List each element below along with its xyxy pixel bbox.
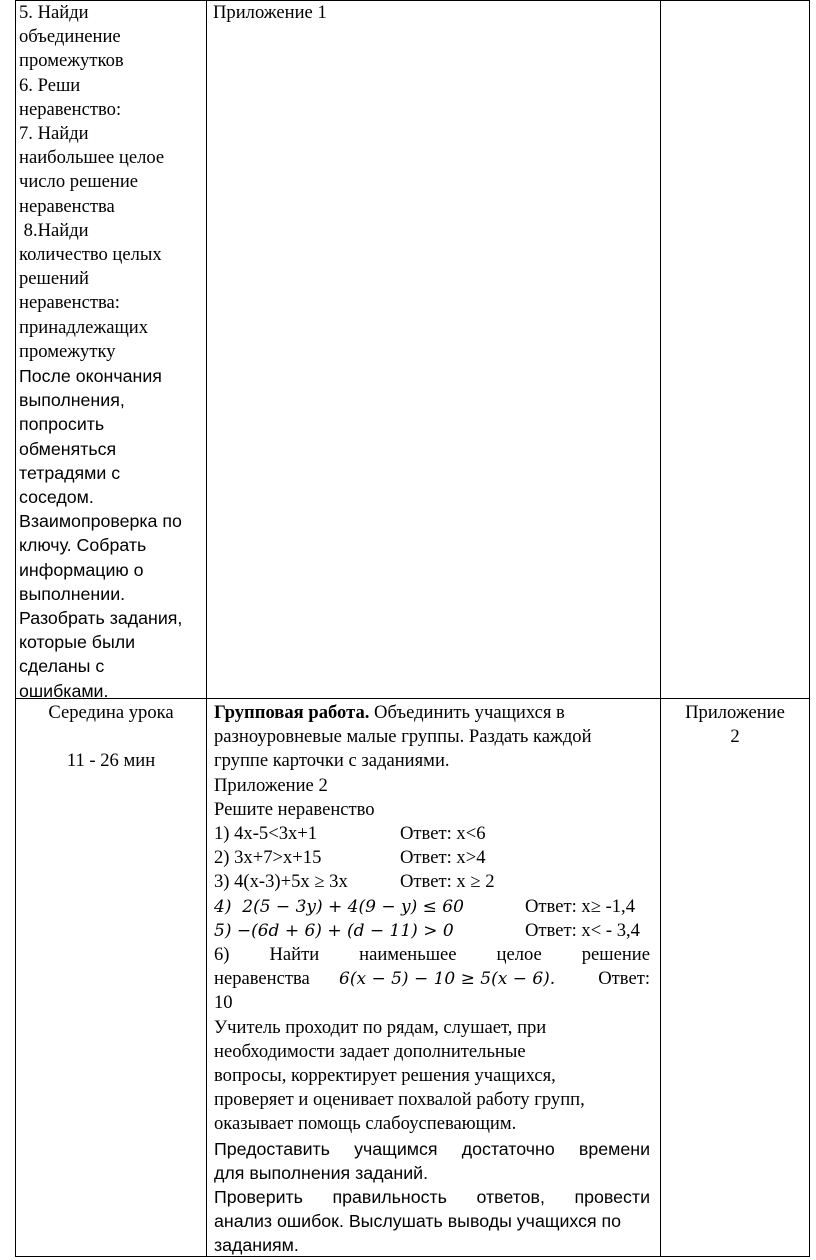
row1-col1-line: неравенства: <box>19 292 120 314</box>
task-row <box>214 822 650 846</box>
teacher-note-line: необходимости задает дополнительные <box>214 1040 526 1062</box>
row1-col1-sans-line: ошибками. <box>19 680 109 701</box>
group-work-intro-line <box>214 701 650 725</box>
row1-col1-line: наибольшее целое <box>19 147 165 169</box>
row1-col1 <box>19 1 204 703</box>
row1-col1-line: решений <box>19 268 89 290</box>
teacher-note-line: оказывает помощь слабоуспевающим. <box>214 1113 517 1135</box>
appendix-1-label: Приложение 1 <box>213 2 327 23</box>
row2-col3 <box>666 701 804 749</box>
row1-col1-line: промежутков <box>19 50 124 72</box>
row1-col1-sans-line: тетрадями с <box>19 462 121 483</box>
task-6-answer-label: Ответ: <box>598 968 650 990</box>
task-row <box>214 870 650 894</box>
task-row <box>214 919 650 943</box>
task-6-line <box>214 967 650 991</box>
row1-col1-sans-line: Разобрать задания, <box>19 608 183 629</box>
task-expression: 5) −(6d + 6) + (d − 11) > 0 <box>214 920 454 941</box>
row1-col1-sans-line: информацию о <box>19 559 144 580</box>
instruction-line: для выполнения заданий. <box>214 1162 429 1183</box>
row1-col1-sans-line: ключу. Собрать <box>19 535 147 556</box>
row2-col1 <box>16 701 206 773</box>
task-6-inequality: 6(x − 5) − 10 ≥ 5(x − 6). <box>339 969 556 990</box>
lesson-time: 11 - 26 мин <box>66 750 156 772</box>
row1-col1-line: принадлежащих <box>19 316 149 338</box>
task-answer: Ответ: x≥ -1,4 <box>525 895 636 917</box>
row1-col1-sans-line: Взаимопроверка по <box>19 511 182 532</box>
task-heading: Решите неравенство <box>214 798 375 820</box>
row1-col1-sans-line: попросить <box>19 414 105 435</box>
task-expression: 1) 4x-5<3x+1 <box>214 823 318 845</box>
row1-col1-sans-line: соседом. <box>19 487 94 508</box>
group-work-intro-line: разноуровневые малые группы. Раздать каждой <box>214 726 592 748</box>
row1-col1-sans-line: сделаны с <box>19 656 105 677</box>
instruction-line: Предоставить учащимся достаточно времени <box>214 1138 650 1159</box>
group-work-intro-line: группе карточки с заданиями. <box>214 750 450 772</box>
task-expression: 4) 2(5 − 3y) + 4(9 − y) ≤ 60 <box>214 896 464 917</box>
row1-col1-sans-line: выполнения, <box>19 390 125 411</box>
task-answer: Ответ: x<6 <box>400 823 486 845</box>
appendix-2-label-part: Приложение <box>685 702 785 723</box>
row1-col1-line: количество целых <box>19 244 162 266</box>
row1-col1-line: промежутку <box>19 340 116 362</box>
task-row <box>214 895 650 919</box>
row1-col1-sans-line: выполнении. <box>19 583 126 604</box>
teacher-note-line: вопросы, корректирует решения учащихся, <box>214 1064 556 1086</box>
task-answer: Ответ: x ≥ 2 <box>400 871 495 893</box>
appendix-2-ref: Приложение 2 <box>214 774 328 796</box>
group-work-heading: Групповая работа. <box>214 702 370 723</box>
row1-col1-sans-line: После окончания <box>19 366 162 387</box>
row1-col1-line: 5. Найди <box>19 2 89 23</box>
task-expression: 2) 3x+7>x+15 <box>214 847 322 869</box>
task-expression: 3) 4(x-3)+5x ≥ 3x <box>214 871 348 893</box>
row1-col1-line: неравенство: <box>19 98 122 120</box>
row1-col1-line: неравенства <box>19 195 115 217</box>
row1-col2 <box>213 1 653 25</box>
teacher-note-line: проверяет и оценивает похвалой работу групп, <box>214 1089 585 1111</box>
row1-col1-line: объединение <box>19 26 121 48</box>
appendix-2-label-part: 2 <box>730 726 740 748</box>
group-work-intro-text: Объединить учащихся в <box>369 702 565 723</box>
instruction-line: Проверить правильность ответов, провести <box>214 1186 650 1207</box>
task-row <box>214 846 650 870</box>
row1-col1-line: 7. Найди <box>19 123 89 145</box>
instruction-line: анализ ошибок. Выслушать выводы учащихся по <box>214 1211 622 1232</box>
row1-col1-line: число решение <box>19 171 139 193</box>
row1-col1-sans-line: обменяться <box>19 438 117 459</box>
row1-col1-line: 8.Найди <box>19 219 89 241</box>
row1-col1-line: 6. Реши <box>19 74 81 96</box>
instruction-line: заданиям. <box>214 1235 299 1256</box>
row2-col2 <box>214 701 650 1258</box>
row1-col1-sans-block <box>19 364 204 703</box>
task-answer: Ответ: x>4 <box>400 847 486 869</box>
task-6-answer: 10 <box>214 992 233 1014</box>
lesson-stage: Середина урока <box>48 702 174 723</box>
task-answer: Ответ: x< - 3,4 <box>525 919 640 941</box>
instructions-block <box>214 1137 650 1258</box>
appendix-2-label <box>666 701 804 749</box>
row1-col1-sans-line: которые были <box>19 632 136 653</box>
teacher-note-line: Учитель проходит по рядам, слушает, при <box>214 1016 547 1038</box>
task-6-text: неравенства <box>214 968 310 990</box>
task-6-line: 6) Найти наименьшее целое решение <box>214 943 650 965</box>
